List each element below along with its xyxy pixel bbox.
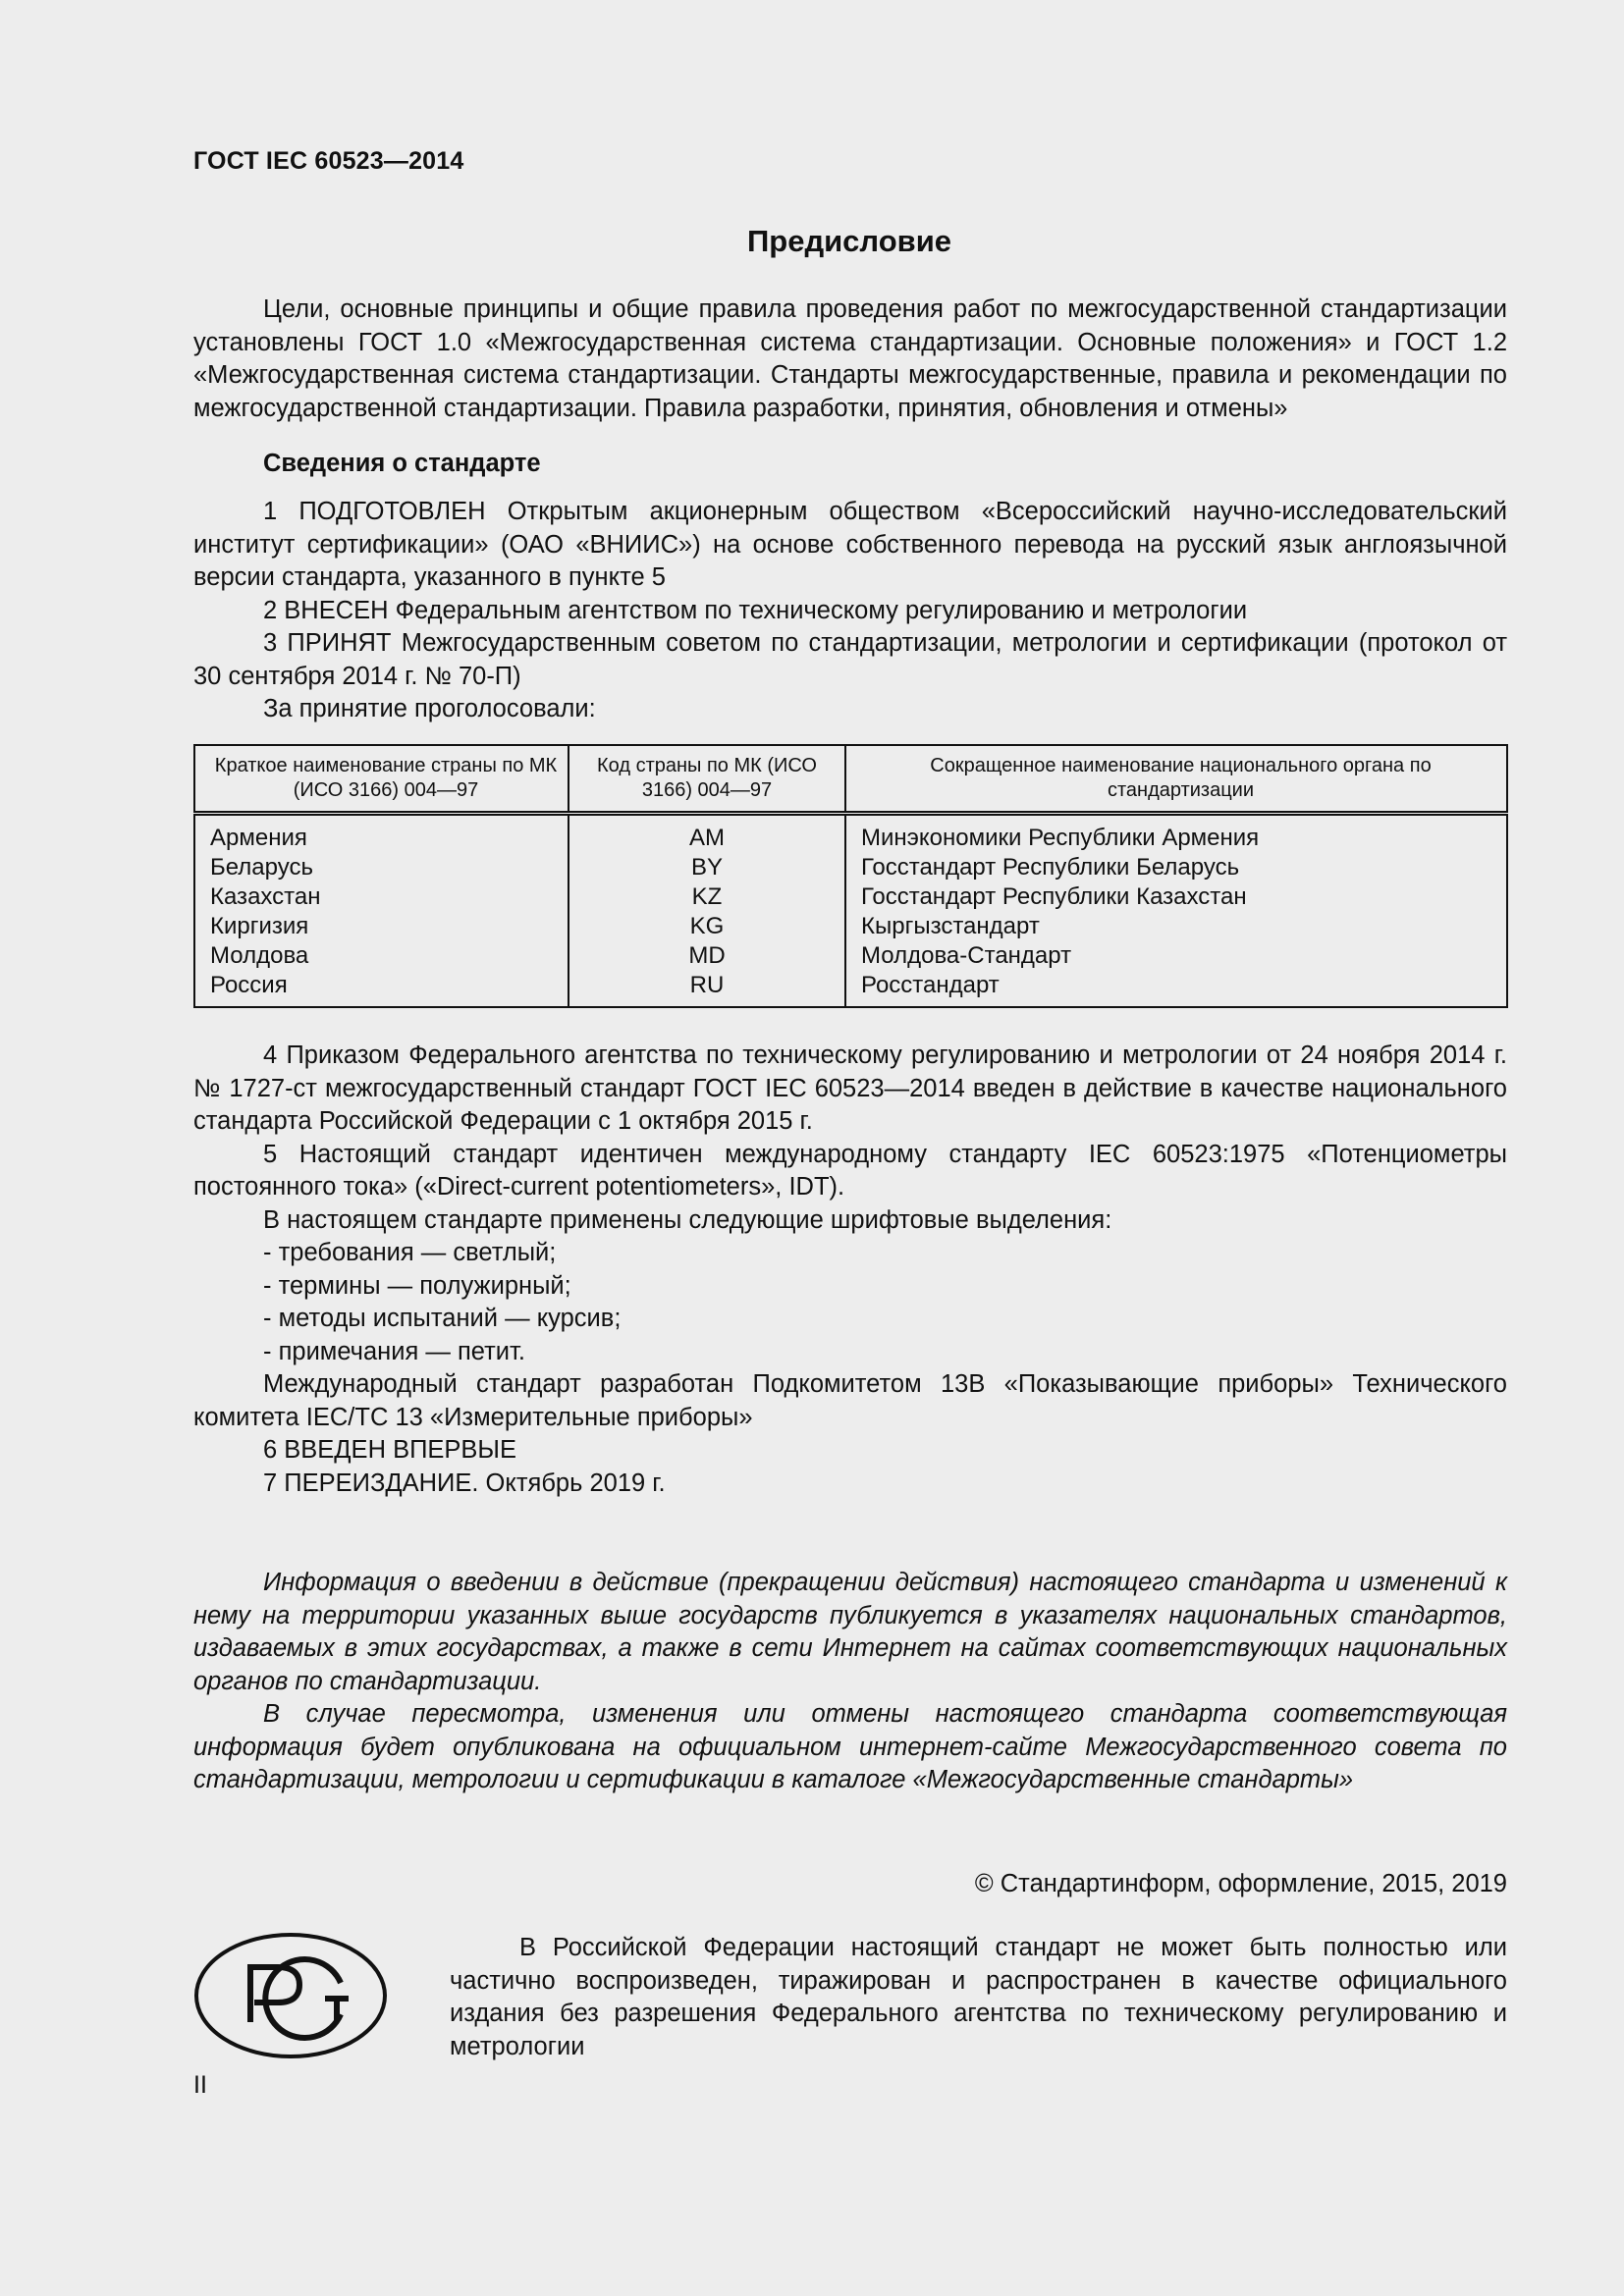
info-heading: Сведения о стандарте: [263, 450, 541, 477]
document-id-header: ГОСТ IEC 60523—2014: [193, 147, 464, 175]
table-row: [194, 912, 1507, 941]
table-row: [194, 941, 1507, 971]
table-header-country: Краткое наименование страны по МК (ИСО 3166) 004—97: [194, 745, 568, 814]
after-table-section: [193, 1040, 1507, 1500]
table-header-code: Код страны по МК (ИСО 3166) 004—97: [568, 745, 845, 814]
standard-info-section: [193, 448, 1507, 481]
country-cell: Россия: [194, 971, 568, 1007]
table-header-body: Сокращенное наименование национального органа по стандартизации: [845, 745, 1507, 814]
item-7-paragraph: 7 ПЕРЕИЗДАНИЕ. Октябрь 2019 г.: [263, 1468, 666, 1497]
rst-certification-mark-icon: [193, 1932, 388, 2059]
code-cell: MD: [568, 941, 845, 971]
table-row: [194, 853, 1507, 882]
items-section: [193, 496, 1507, 726]
country-cell: Молдова: [194, 941, 568, 971]
table-row: [194, 971, 1507, 1007]
table-header-row: [194, 745, 1507, 814]
body-cell: Минэкономики Республики Армения: [845, 814, 1507, 854]
list-item: - термины — полужирный;: [263, 1271, 571, 1300]
page-number: II: [193, 2071, 207, 2099]
list-item: - примечания — петит.: [263, 1337, 525, 1365]
voting-countries-table: [193, 744, 1508, 1008]
publication-info-section: [193, 1567, 1507, 1797]
fonts-intro-paragraph: В настоящем стандарте применены следующие шрифтовые выделения:: [263, 1205, 1112, 1234]
code-cell: BY: [568, 853, 845, 882]
item-6-paragraph: 6 ВВЕДЕН ВПЕРВЫЕ: [263, 1436, 517, 1464]
body-cell: Кыргызстандарт: [845, 912, 1507, 941]
table-row: [194, 814, 1507, 854]
revision-info-paragraph: В случае пересмотра, изменения или отмены настоящего стандарта соответствующая информация будет опубликована на официальном интернет-сайте Межгосударственного совета по стандартизации, метрологии и сертификации в каталоге «Межгосударственные стандарты»: [193, 1700, 1507, 1793]
code-cell: RU: [568, 971, 845, 1007]
code-cell: KG: [568, 912, 845, 941]
page-title: Предисловие: [746, 224, 951, 258]
reproduction-notice: [450, 1932, 1507, 2063]
voted-paragraph: За принятие проголосовали:: [263, 695, 596, 722]
country-cell: Беларусь: [194, 853, 568, 882]
developed-paragraph: Международный стандарт разработан Подкомитетом 13В «Показывающие приборы» Технического комитета IEC/TC 13 «Измерительные приборы»: [193, 1370, 1507, 1431]
code-cell: AM: [568, 814, 845, 854]
code-cell: KZ: [568, 882, 845, 912]
item-1-paragraph: 1 ПОДГОТОВЛЕН Открытым акционерным обществом «Всероссийский научно-исследовательский институт сертификации» (ОАО «ВНИИС») на основе собственного перевода на русский язык англоязычной версии стандарта, указанного в пункте 5: [193, 498, 1507, 591]
item-2-paragraph: 2 ВНЕСЕН Федеральным агентством по техническому регулированию и метрологии: [263, 596, 1248, 624]
intro-section: [193, 294, 1507, 425]
country-cell: Армения: [194, 814, 568, 854]
body-cell: Госстандарт Республики Казахстан: [845, 882, 1507, 912]
table-row: [194, 882, 1507, 912]
list-item: - методы испытаний — курсив;: [263, 1305, 622, 1332]
intro-paragraph: Цели, основные принципы и общие правила проведения работ по межгосударственной стандартизации установлены ГОСТ 1.0 «Межгосударственная система стандартизации. Основные положения» и ГОСТ 1.2 «Межгосударственная система стандартизации. Стандарты межгосударственные, правила и рекомендации по межгосударственной стандартизации. Правила разработки, принятия, обновления и отмены»: [193, 295, 1507, 422]
body-cell: Госстандарт Республики Беларусь: [845, 853, 1507, 882]
item-3-paragraph: 3 ПРИНЯТ Межгосударственным советом по стандартизации, метрологии и сертификации (протокол от 30 сентября 2014 г. № 70-П): [193, 629, 1507, 690]
publication-info-paragraph: Информация о введении в действие (прекращении действия) настоящего стандарта и изменений к нему на территории указанных выше государств публикуется в указателях национальных стандартов, издаваемых в этих государствах, а также в сети Интернет на сайтах соответствующих национальных органов по стандартизации.: [193, 1569, 1507, 1695]
list-item: - требования — светлый;: [263, 1239, 557, 1266]
body-cell: Молдова-Стандарт: [845, 941, 1507, 971]
reproduction-notice-text: В Российской Федерации настоящий стандарт не может быть полностью или частично воспроизведен, тиражирован и распространен в качестве официального издания без разрешения Федерального агентства по техническому регулированию и метрологии: [450, 1934, 1507, 2060]
body-cell: Росстандарт: [845, 971, 1507, 1007]
item-4-paragraph: 4 Приказом Федерального агентства по техническому регулированию и метрологии от 24 ноября 2014 г. № 1727-ст межгосударственный стандарт ГОСТ IEC 60523—2014 введен в действие в качестве национального стандарта Российской Федерации с 1 октября 2015 г.: [193, 1041, 1507, 1135]
font-styles-list: [193, 1237, 1507, 1368]
copyright-line: © Стандартинформ, оформление, 2015, 2019: [974, 1870, 1507, 1897]
item-5-paragraph: 5 Настоящий стандарт идентичен международному стандарту IEC 60523:1975 «Потенциометры постоянного тока» («Direct-current potentiometers», IDT).: [193, 1140, 1507, 1201]
country-cell: Киргизия: [194, 912, 568, 941]
country-cell: Казахстан: [194, 882, 568, 912]
